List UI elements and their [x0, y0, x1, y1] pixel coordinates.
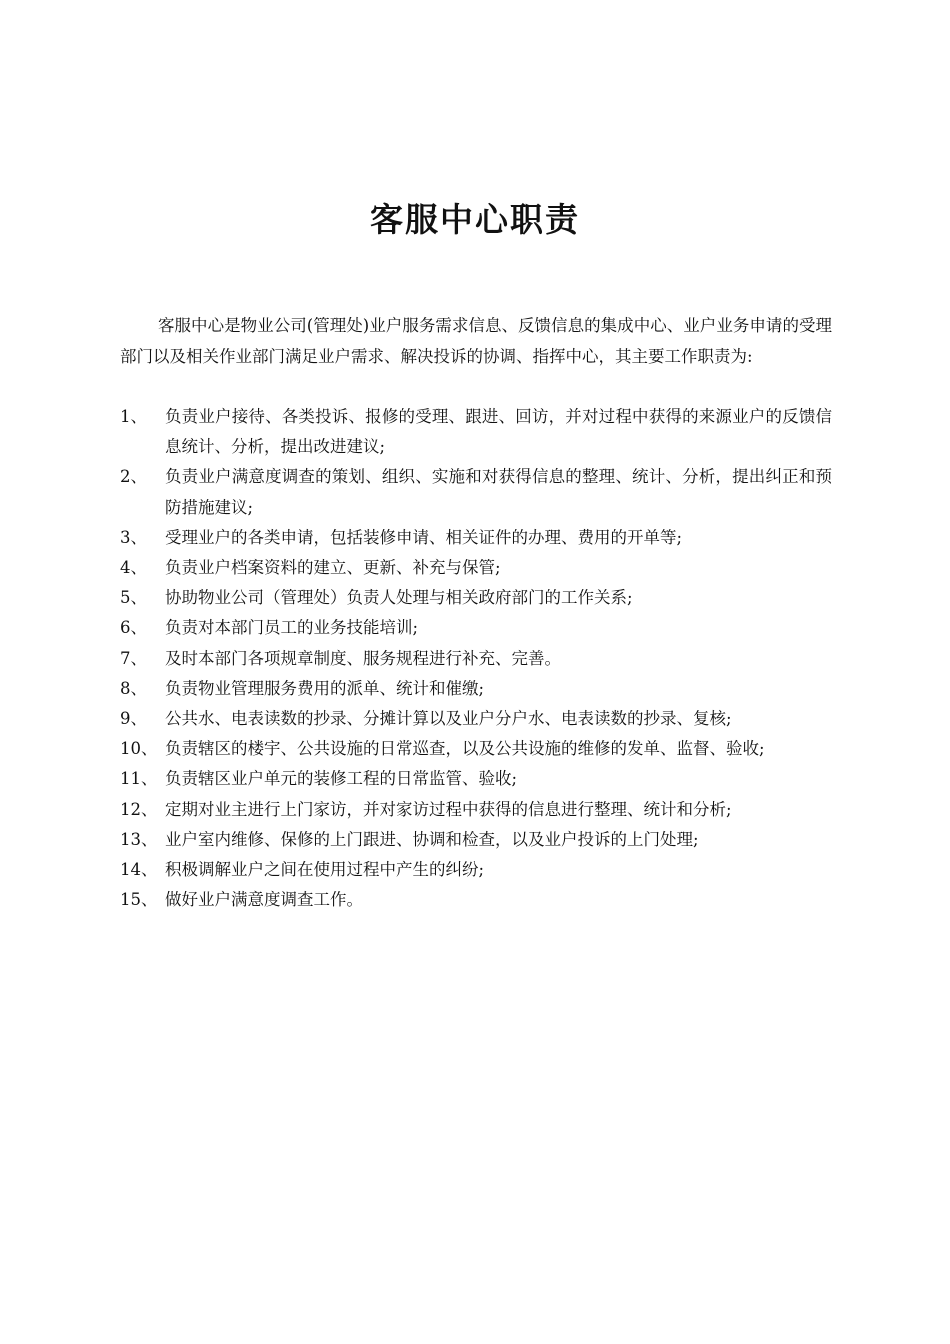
duty-item [120, 825, 832, 855]
document-title: 客服中心职责 [370, 200, 580, 239]
duty-text: 业户室内维修、保修的上门跟进、协调和检查，以及业户投诉的上门处理; [165, 829, 699, 849]
duty-item [120, 553, 832, 583]
duty-text: 负责辖区业户单元的装修工程的日常监管、验收; [165, 769, 518, 789]
duty-number: 13、 [120, 829, 158, 849]
duty-item [120, 734, 832, 764]
duties-list [120, 402, 832, 915]
duty-text: 协助物业公司（管理处）负责人处理与相关政府部门的工作关系; [165, 588, 633, 608]
intro-paragraph: 客服中心是物业公司(管理处)业户服务需求信息、反馈信息的集成中心、业户业务申请的受理部门以及相关作业部门满足业户需求、解决投诉的协调、指挥中心，其主要工作职责为: [120, 316, 832, 366]
duty-item [120, 462, 832, 522]
duty-number: 7、 [120, 648, 147, 668]
duty-text: 负责业户接待、各类投诉、报修的受理、跟进、回访，并对过程中获得的来源业户的反馈信息统计、分析，提出改进建议; [165, 407, 832, 457]
duty-text: 负责辖区的楼宇、公共设施的日常巡查，以及公共设施的维修的发单、监督、验收; [165, 739, 765, 759]
duty-item [120, 704, 832, 734]
duty-text: 公共水、电表读数的抄录、分摊计算以及业户分户水、电表读数的抄录、复核; [165, 709, 732, 729]
duty-text: 积极调解业户之间在使用过程中产生的纠纷; [165, 860, 485, 880]
duty-text: 负责业户满意度调查的策划、组织、实施和对获得信息的整理、统计、分析，提出纠正和预防措施建议; [165, 467, 832, 517]
duty-item [120, 855, 832, 885]
duty-number: 15、 [120, 890, 158, 910]
duty-item [120, 613, 832, 643]
duty-number: 9、 [120, 709, 147, 729]
duty-item [120, 674, 832, 704]
duty-text: 负责物业管理服务费用的派单、统计和催缴; [165, 678, 485, 698]
duty-item [120, 795, 832, 825]
duty-item [120, 644, 832, 674]
duty-number: 12、 [120, 799, 158, 819]
duty-number: 2、 [120, 467, 147, 487]
duty-number: 10、 [120, 739, 158, 759]
duty-item [120, 523, 832, 553]
duty-number: 14、 [120, 860, 158, 880]
duty-number: 8、 [120, 678, 147, 698]
duty-text: 负责业户档案资料的建立、更新、补充与保管; [165, 558, 501, 578]
duty-number: 3、 [120, 527, 147, 547]
duty-number: 1、 [120, 407, 147, 426]
duty-item [120, 764, 832, 794]
duty-text: 及时本部门各项规章制度、服务规程进行补充、完善。 [165, 648, 561, 668]
duty-text: 受理业户的各类申请，包括装修申请、相关证件的办理、费用的开单等; [165, 527, 683, 547]
duty-number: 4、 [120, 558, 147, 578]
duty-number: 5、 [120, 588, 147, 608]
duty-item [120, 885, 832, 915]
duty-number: 6、 [120, 618, 147, 638]
duty-text: 定期对业主进行上门家访，并对家访过程中获得的信息进行整理、统计和分析; [165, 799, 732, 819]
duty-item [120, 583, 832, 613]
duty-text: 负责对本部门员工的业务技能培训; [165, 618, 419, 638]
duty-item [120, 402, 832, 462]
duty-text: 做好业户满意度调查工作。 [165, 890, 363, 910]
duty-number: 11、 [120, 769, 158, 789]
